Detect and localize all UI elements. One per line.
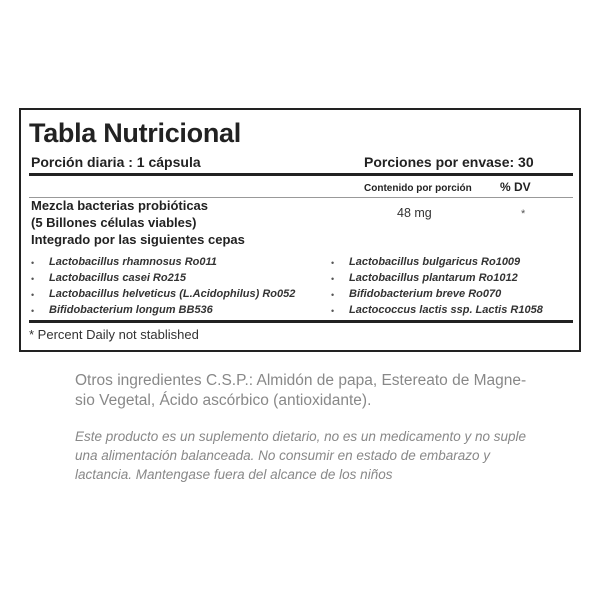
strain-item: Lactobacillus helveticus (L.Acidophilus) Ro052 <box>49 288 296 300</box>
mix-line: Mezcla bacterias probióticas <box>31 198 209 213</box>
nutrition-table <box>19 108 581 352</box>
strain-item: Bifidobacterium longum BB536 <box>49 304 213 316</box>
bullet: • <box>31 290 35 300</box>
dv-value: * <box>521 208 526 220</box>
bullet: • <box>331 290 335 300</box>
strain-item: Lactobacillus bulgaricus Ro1009 <box>349 256 521 268</box>
serving-size: Porción diaria : 1 cápsula <box>31 154 201 170</box>
bullet: • <box>331 306 335 316</box>
footnote: * Percent Daily not stablished <box>29 327 199 342</box>
divider <box>29 173 573 176</box>
disclaimer-line: lactancia. Mantengase fuera del alcance de los niños <box>75 467 393 482</box>
bullet: • <box>31 258 35 268</box>
mix-line: Integrado por las siguientes cepas <box>31 232 245 247</box>
disclaimer-line: Este producto es un suplemento dietario, no es un medicamento y no suple <box>75 429 527 444</box>
column-header-content: Contenido por porción <box>364 183 472 194</box>
table-title: Tabla Nutricional <box>29 118 241 148</box>
bullet: • <box>331 274 335 284</box>
column-header-dv: % DV <box>500 180 531 194</box>
bullet: • <box>31 306 35 316</box>
other-ingredients-line: sio Vegetal, Ácido ascórbico (antioxidante). <box>75 392 372 409</box>
strain-item: Lactococcus lactis ssp. Lactis R1058 <box>349 304 543 316</box>
amount: 48 mg <box>397 206 432 220</box>
disclaimer-line: una alimentación balanceada. No consumir en estado de embarazo y <box>75 448 491 463</box>
strain-item: Lactobacillus plantarum Ro1012 <box>349 272 518 284</box>
mix-line: (5 Billones células viables) <box>31 215 197 230</box>
strain-item: Lactobacillus casei Ro215 <box>49 272 186 284</box>
strain-item: Lactobacillus rhamnosus Ro011 <box>49 256 217 268</box>
strain-item: Bifidobacterium breve Ro070 <box>349 288 502 300</box>
divider <box>29 320 573 323</box>
bullet: • <box>331 258 335 268</box>
other-ingredients-line: Otros ingredientes C.S.P.: Almidón de papa, Estereato de Magne- <box>75 372 527 389</box>
servings-per-container: Porciones por envase: 30 <box>364 154 534 170</box>
bullet: • <box>31 274 35 284</box>
